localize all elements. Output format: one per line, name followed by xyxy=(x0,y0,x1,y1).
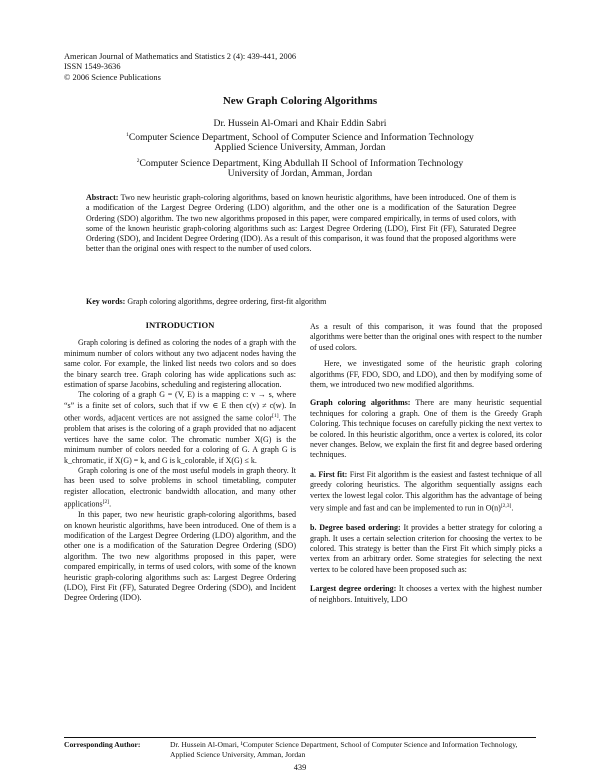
corresponding-author-text: Dr. Hussein Al-Omari, ¹Computer Science Department, School of Computer Science and Information Technology, Applied Science University, Amman, Jordan xyxy=(170,740,518,759)
abstract xyxy=(86,193,516,255)
section-label: a. First fit: xyxy=(310,469,348,479)
intro-paragraph-3: Graph coloring is one of the most useful models in graph theory. It has been used to solve problems in school timetabling, computer register allocation, electronic bandwidth allocation, and many other applications[2]. xyxy=(64,465,296,509)
abstract-text: Two new heuristic graph-coloring algorithms, based on known heuristic algorithms, have been introduced. One of them is a modification of the Largest Degree Ordering (LDO) algorithm, and the other one is a modification of the Saturation Degree Ordering (SDO) algorithm. The two new algorithms proposed in this paper, were compared empirically, in terms of used colors, with some of the known heuristic graph-coloring algorithms such as: Largest Degree Ordering (LDO), First Fit (FF), Saturated Degree Ordering (SDO), and Incident Degree Ordering (IDO). As a result of this comparison, it was found that the proposed algorithms were better than the original ones with respect to the number of used colors. xyxy=(86,193,516,254)
left-column xyxy=(64,318,296,604)
graph-coloring-algorithms-section: Graph coloring algorithms: There are many heuristic sequential techniques for coloring a graph. One of them is the Greedy Graph Coloring. This technique focuses on carefully picking the next vertex to be colored. In this heuristic algorithm, once a vertex is colored, its color never changes. Below, we explain the first fit and degree based ordering techniques. xyxy=(310,398,543,460)
right-paragraph-1: As a result of this comparison, it was found that the proposed algorithms were better than the original ones with respect to the number of used colors. xyxy=(310,322,542,352)
intro-paragraph-4: In this paper, two new heuristic graph-coloring algorithms, based on known heuristic algorithms, have been introduced. One of them is a modification of the Largest Degree Ordering (LDO) algorithm, and the other one is a modification of the Saturation Degree Ordering (SDO) algorithm. The two new algorithms proposed in this paper, were compared empirically, in terms of used colors, with some of the known heuristic graph-coloring algorithms such as: Largest Degree Ordering (LDO), First Fit (FF), Saturated Degree Ordering (SDO), and Incident Degree Ordering (IDO). xyxy=(64,510,296,603)
intro-paragraph-1: Graph coloring is defined as coloring the nodes of a graph with the minimum number of colors without any two adjacent nodes having the same color. For example, the linked list needs two colors and so does the binary search tree. Graph coloring has wide applications such as: estimation of sparse Jacobins, scheduling and registering allocation. xyxy=(64,338,296,390)
first-fit-section: a. First fit: First Fit algorithm is the easiest and fastest technique of all greedy coloring heuristics. The algorithm sequentially assigns each vertex the lowest legal color. This algorithm has the advantage of being very simple and fast and can be implemented to run in O(n)[2,3]. xyxy=(310,469,542,513)
affiliation-2-line-1: $^2$Computer Science Department, King Abdullah II School of Information Technology xyxy=(136,158,464,170)
citation-ref: [2,3] xyxy=(500,503,512,510)
affiliation-1-line-2: Applied Science University, Amman, Jordan xyxy=(214,142,386,153)
keywords-label: Key words: xyxy=(86,297,126,306)
section-label: b. Degree based ordering: xyxy=(310,523,401,533)
paper-title: New Graph Coloring Algorithms xyxy=(222,95,378,107)
section-label: Largest degree ordering: xyxy=(310,584,397,594)
keywords xyxy=(86,297,516,307)
right-paragraph-2: Here, we investigated some of the heuristic graph coloring algorithms (FF, FDO, SDO, and LDO), and then by modifying some of them, we introduced two new modified algorithms. xyxy=(310,359,542,390)
issn: ISSN 1549-3636 xyxy=(64,62,121,72)
corresponding-author xyxy=(64,740,536,759)
affiliation-1-line-1: $^1$Computer Science Department, School of Computer Science and Information Technology xyxy=(126,132,474,144)
citation-ref: [2] xyxy=(102,499,110,506)
copyright: © 2006 Science Publications xyxy=(64,72,161,82)
degree-based-ordering-section: b. Degree based ordering: It provides a better strategy for coloring a graph. It uses a certain selection criterion for choosing the vertex to be colored. This strategy is better than the First Fit which simply picks a vertex from an arbitrary order. Some strategies for selecting the next vertex to be colored have been proposed such as: xyxy=(310,523,543,574)
introduction-heading: INTRODUCTION xyxy=(145,320,215,330)
affiliation-2-line-2: University of Jordan, Amman, Jordan xyxy=(227,168,373,179)
right-column xyxy=(310,322,542,611)
keywords-text: Graph coloring algorithms, degree ordering, first-fit algorithm xyxy=(125,297,327,306)
largest-degree-ordering-section: Largest degree ordering: It chooses a vertex with the highest number of neighbors. Intuitively, LDO xyxy=(310,584,543,604)
journal-citation: American Journal of Mathematics and Statistics 2 (4): 439-441, 2006 xyxy=(64,52,297,61)
intro-paragraph-2: The coloring of a graph G = (V, E) is a mapping c: v → s, where “s” is a finite set of colors, such that if vw ∈ E then c(v) ≠ c(w). In other words, adjacent vertices are not assigned the same color[1]. The problem that arises is the coloring of a graph provided that no adjacent vertices have the same color. The chromatic number X(G) is the minimum number of colors needed for a coloring of G. A graph G is k_chromatic, if X(G) = k, and G is k_colorable, if X(G) ≤ k. xyxy=(64,390,296,465)
authors: Dr. Hussein Al-Omari and Khair Eddin Sabri xyxy=(213,118,387,129)
corresponding-author-label: Corresponding Author: xyxy=(64,740,141,749)
page-number: 439 xyxy=(293,763,307,772)
journal-header xyxy=(64,52,296,83)
section-label: Graph coloring algorithms: xyxy=(310,398,411,408)
abstract-label: Abstract: xyxy=(86,193,119,202)
footer-divider xyxy=(64,737,536,738)
citation-ref: [1] xyxy=(272,413,279,420)
